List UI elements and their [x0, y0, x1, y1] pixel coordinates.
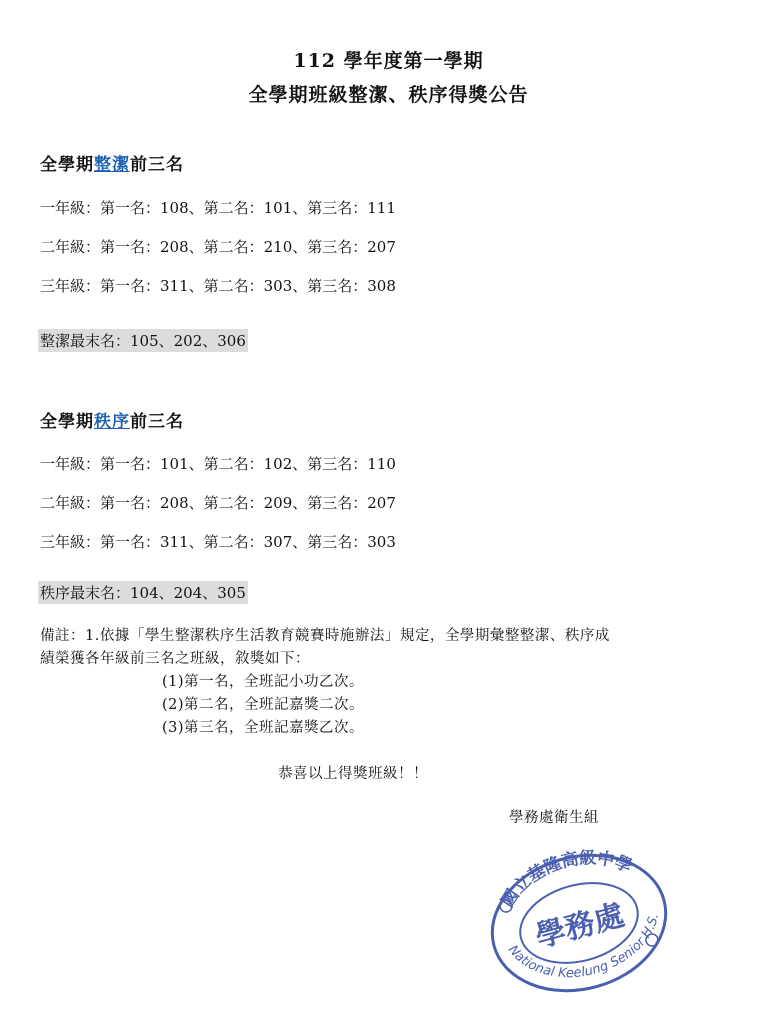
award-item-2: (2)第二名，全班記嘉獎二次。: [162, 697, 365, 713]
note-line-2: 績榮獲各年級前三名之班級，敘獎如下：: [40, 651, 310, 667]
order-row-3: 三年級：第一名：311、第二名：307、第三名：303: [40, 533, 396, 551]
cleanliness-heading-prefix: 全學期: [40, 155, 94, 175]
note-line-1: 備註：1.依據「學生整潔秩序生活教育競賽時施辦法」規定，全學期彙整整潔、秩序成: [40, 628, 610, 644]
stamp-ring-text: 國立基隆高級中學: [497, 848, 635, 912]
office-seal-stamp: [486, 848, 672, 998]
cleanliness-heading-highlight: 整潔: [94, 155, 130, 175]
title-line-2: 全學期班級整潔、秩序得獎公告: [248, 84, 529, 106]
order-last-place: 秩序最末名：104、204、305: [38, 581, 248, 604]
award-item-1: (1)第一名，全班記小功乙次。: [162, 674, 365, 690]
signature: 學務處衛生組: [509, 810, 599, 826]
cleanliness-heading: [40, 150, 184, 175]
cleanliness-row-3: 三年級：第一名：311、第二名：303、第三名：308: [40, 277, 396, 295]
order-heading-suffix: 前三名: [130, 412, 184, 432]
congrats-text: 恭喜以上得獎班級！！: [278, 766, 428, 782]
cleanliness-row-1: 一年級：第一名：108、第二名：101、第三名：111: [40, 199, 396, 217]
order-row-1: 一年級：第一名：101、第二名：102、第三名：110: [40, 455, 396, 473]
order-heading-prefix: 全學期: [40, 412, 94, 432]
award-item-3: (3)第三名，全班記嘉獎乙次。: [162, 720, 365, 736]
stamp-bottom-text: National Keelung Senior H.S.: [504, 912, 663, 982]
cleanliness-row-2: 二年級：第一名：208、第二名：210、第三名：207: [40, 238, 396, 256]
cleanliness-last-place: 整潔最末名：105、202、306: [38, 329, 248, 352]
order-heading-highlight: 秩序: [94, 412, 130, 432]
title-line-1: 112 學年度第一學期: [293, 50, 484, 72]
cleanliness-heading-suffix: 前三名: [130, 155, 184, 175]
order-heading: [40, 407, 184, 432]
stamp-center-text: 學務處: [531, 897, 628, 955]
order-row-2: 二年級：第一名：208、第二名：209、第三名：207: [40, 494, 396, 512]
